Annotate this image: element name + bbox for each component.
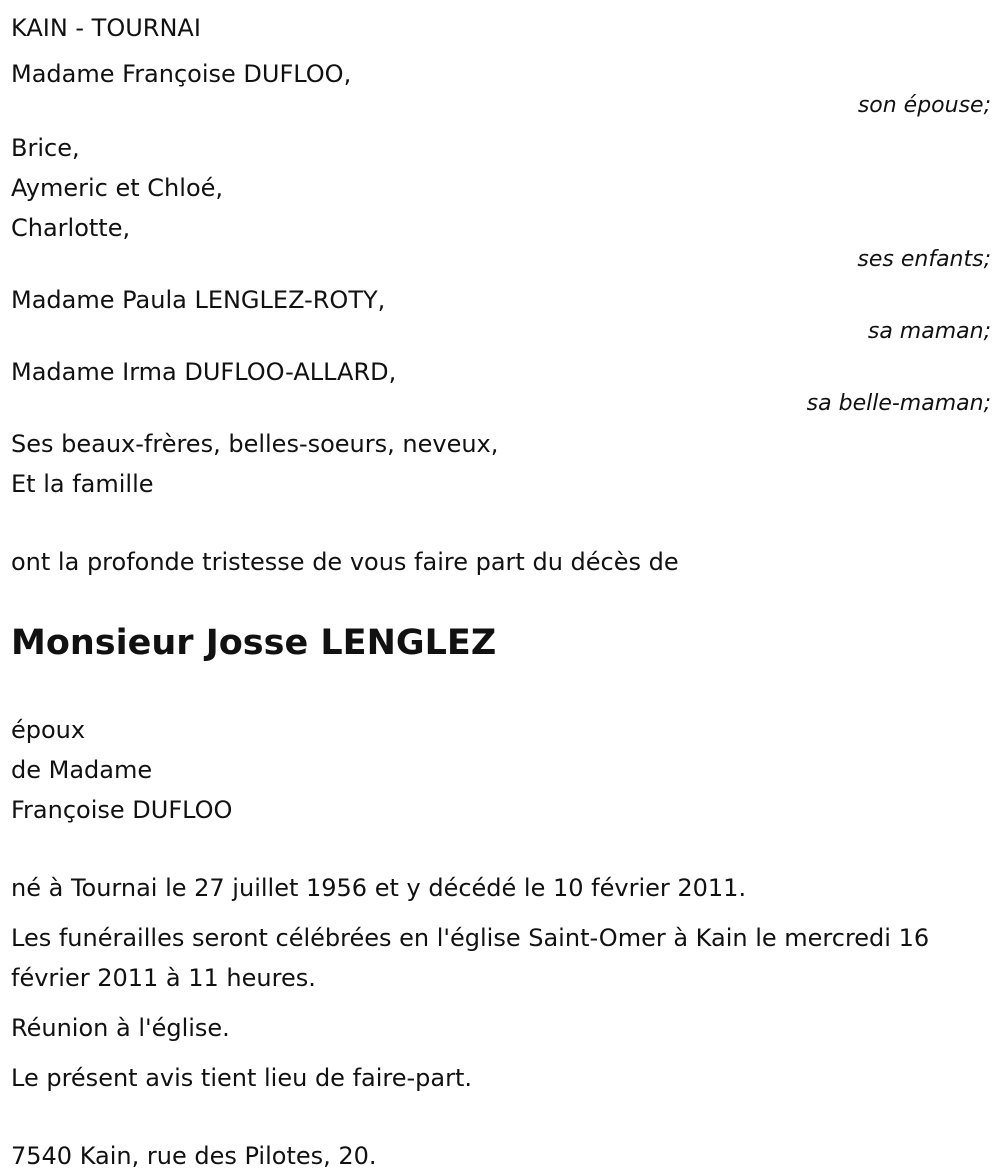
relatives-line: Et la famille — [11, 470, 154, 498]
mother-in-law-role: sa belle-maman; — [806, 391, 991, 416]
spouse-role: son épouse; — [857, 93, 991, 118]
funeral-text: Les funérailles seront célébrées en l'église Saint-Omer à Kain le mercredi 16 février 2011 à 11 heures. — [11, 924, 930, 992]
relatives-line: Ses beaux-frères, belles-soeurs, neveux, — [11, 430, 499, 458]
death-notice — [11, 8, 991, 1176]
address-text: 7540 Kain, rue des Pilotes, 20. — [11, 1142, 377, 1170]
husband-of-line: époux — [11, 716, 86, 744]
husband-of-line: de Madame — [11, 756, 153, 784]
mother-role: sa maman; — [867, 319, 991, 344]
child-name: Brice, — [11, 134, 80, 162]
notice-text: Le présent avis tient lieu de faire-part. — [11, 1064, 473, 1092]
husband-of-line: Françoise DUFLOO — [11, 796, 233, 824]
meeting-text: Réunion à l'église. — [11, 1014, 230, 1042]
child-name: Charlotte, — [11, 214, 131, 242]
children-role: ses enfants; — [857, 247, 991, 272]
deceased-name: Monsieur Josse LENGLEZ — [11, 623, 497, 663]
birth-death-text: né à Tournai le 27 juillet 1956 et y décédé le 10 février 2011. — [11, 874, 747, 902]
mother-in-law-name: Madame Irma DUFLOO-ALLARD, — [11, 358, 397, 386]
child-name: Aymeric et Chloé, — [11, 174, 224, 202]
mother-name: Madame Paula LENGLEZ-ROTY, — [11, 286, 386, 314]
announcement-text: ont la profonde tristesse de vous faire part du décès de — [11, 548, 679, 576]
location-heading: KAIN - TOURNAI — [11, 14, 201, 42]
spouse-name: Madame Françoise DUFLOO, — [11, 60, 352, 88]
